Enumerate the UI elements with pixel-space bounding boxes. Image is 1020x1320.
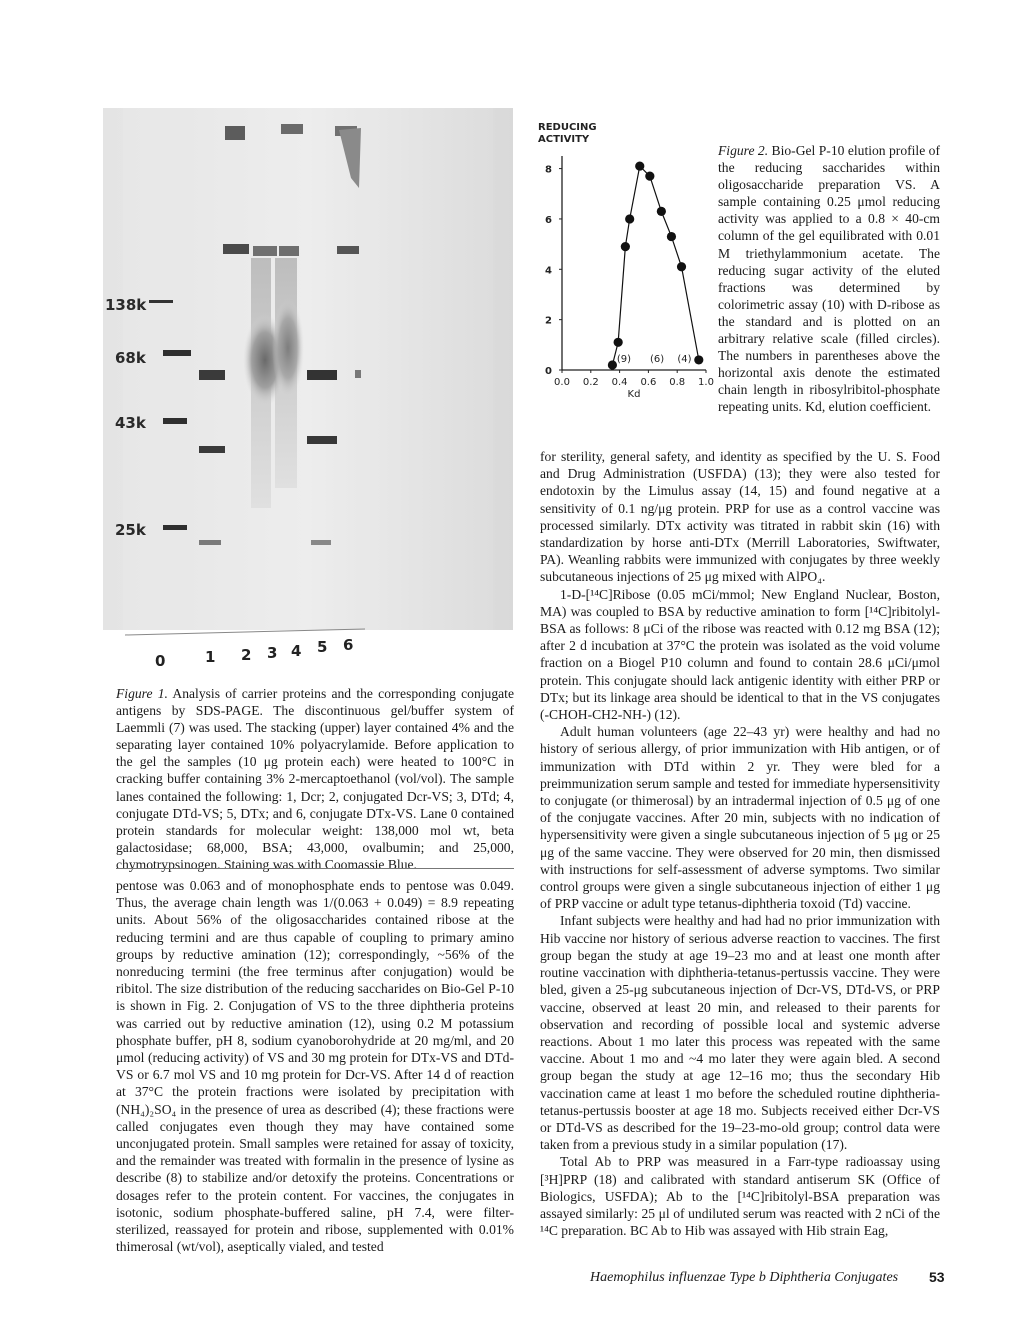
y-tick-label: 0 [545, 366, 552, 377]
lane-number: 2 [241, 646, 252, 664]
x-tick-label: 0.6 [640, 377, 657, 388]
chain-length-annotation: (4) [677, 354, 692, 365]
x-tick-label: 0.8 [669, 377, 686, 388]
body-paragraph: Total Ab to PRP was measured in a Farr-type radioassay using [³H]PRP (18) and calibrated with standard antiserum SK (Office of Biologics, USFDA); Ab to the [¹⁴C]ribitolyl-BSA preparation was assayed similarly: 25 μl of undiluted serum was reacted with 2 nCi of the ¹⁴C preparation. BC Ab to Hib was assayed with Hib strain Eag, [540, 1154, 940, 1239]
data-point [621, 242, 630, 251]
figure1-caption-text: Analysis of carrier proteins and the corresponding conjugate antigens by SDS-PAGE. The discontinuous gel/buffer system of Laemmli (7) was used. The stacking (upper) layer contained 4% and the separating layer contained 10% polyacrylamide. Before application to the gel the samples (10 μg protein each) were heated to 100°C in cracking buffer containing 3% 2-mercaptoethanol (vol/vol). The sample lanes contained the following: 1, Dcr; 2, conjugated Dcr-VS; 3, DTd; 4, conjugate DTd-VS; 5, DTx; and 6, conjugate DTx-VS. Lane 0 contained protein standards for molecular weight: 138,000 mol wt, beta galactosidase; 68,000, BSA; 43,000, ovalbumin; and 25,000, chymotrypsinogen. Staining was with Coomassie Blue. [116, 686, 514, 872]
x-tick-label: 0.0 [554, 377, 570, 388]
chart-ylabel: REDUCING [538, 122, 597, 133]
mw-label: 138k [105, 296, 147, 314]
chain-length-annotation: (6) [649, 354, 665, 365]
x-tick-label: 1.0 [698, 377, 714, 388]
y-tick-label: 4 [545, 265, 552, 277]
figure2-caption [718, 142, 940, 416]
figure1-caption [116, 685, 514, 873]
mw-label: 25k [115, 521, 146, 539]
lane-number: 3 [267, 644, 278, 662]
figure1-caption-label: Figure 1. [116, 686, 168, 701]
mw-label: 43k [115, 414, 146, 432]
lane-number: 6 [343, 636, 354, 654]
body-paragraph: for sterility, general safety, and identity as specified by the U. S. Food and Drug Administration (USFDA) (13); they were also tested for endotoxin by the Limulus assay (14, 15) and found negative at a sensitivity of 0.1 ng/μg protein. PRP for use as a control vaccine was processed similarly. DTx activity was titrated in rabbit skin (16) with standardization by horse anti-DTx (Merrill Laboratories, Swiftwater, PA). Weanling rabbits were immunized with conjugates by three weekly subcutaneous injections of 25 μg mixed with AlPO₄. [540, 449, 940, 585]
lane-number: 4 [291, 642, 302, 660]
x-tick-label: 0.2 [582, 377, 599, 388]
data-point [694, 355, 703, 364]
y-tick-label: 2 [545, 315, 552, 327]
body-paragraph: pentose was 0.063 and of monophosphate ends to pentose was 0.049. Thus, the average chain length was 1/(0.063 + 0.049) = 8.9 repeating units. About 56% of the oligosaccharides contained ribose at the reducing termini and are thus capable of coupling to primary amino groups by reductive amination (12); correspondingly, ~56% of the nonreducing termini (the free terminus after conjugation) would be ribitol. The size distribution of the reducing saccharides on Bio-Gel P-10 is shown in Fig. 2. Conjugation of VS to the three diphtheria proteins was carried out by reductive amination (12), using 0.2 M potassium phosphate buffer, pH 8, sodium cyanoborohydride at 20 mg/ml, and 20 μmol (reducing activity) of VS and 30 mg protein for DTx-VS and DTd-VS or 6.7 mol VS and 10 mg protein for Dcr-VS. After 14 d of reaction at 37°C the protein fractions were isolated by precipitation with (NH₄)₂SO₄ in the presence of urea as described (4); these fractions were called conjugates even though they may have contained some unconjugated protein. Small samples were retained for assay of toxicity, and the remainder was treated with formalin in the presence of lysine as describe (8) to stabilize and/or detoxify the proteins. Concentrations or dosages refer to the protein content. For vaccines, the conjugates in isotonic, sodium phosphate-buffered saline, pH 7.4, were filter-sterilized, reassayed for protein and ribose, supplemented with 0.01% thimerosal (wt/vol), aseptically vialed, and tested [116, 878, 514, 1255]
data-point [608, 360, 617, 369]
chart-ylabel-line2: ACTIVITY [538, 134, 590, 145]
data-point [677, 262, 686, 271]
gel-figure [103, 108, 513, 670]
body-paragraph: Infant subjects were healthy and had had no prior immunization with Hib vaccine nor history of serious adverse reaction to vaccines. The first group began the study at age 19–23 mo and at least one month after routine vaccination with diphtheria-tetanus-pertussis vaccine. They were bled, given a 25-μg subcutaneous injection of Dcr-VS, DTd-VS, or PRP vaccine, observed at least 20 min, and released to their parents for observation and recording of possible local and systemic adverse reactions. About 1 mo later this process was repeated with the same vaccine. About 1 mo and ~4 mo later they were again bled. A second group began the study at age 12–16 mo; thus the secondary Hib vaccination came at least 1 mo before the scheduled routine diphtheria-tetanus-pertussis booster at age 18 mo. Subjects received either Dcr-VS or DTd-VS as described for the 19–23-mo-old group; control data were taken from a previous study in a similar population (17). [540, 913, 940, 1153]
y-tick-label: 6 [545, 214, 552, 226]
caption-divider [116, 868, 514, 869]
x-tick-label: 0.4 [611, 377, 628, 388]
elution-profile-chart [520, 108, 716, 398]
figure2-caption-label: Figure 2. [718, 143, 769, 158]
figure2-caption-text: Bio-Gel P-10 elution profile of the reducing saccharides within oligosaccharide preparation VS. A sample containing 0.25 μmol reducing activity was applied to a 0.8 × 40-cm column of the gel equilibrated with 0.01 M triethylammonium acetate. The reducing sugar activity of the eluted fractions was determined by colorimetric assay (10) with D-ribose as the standard and is plotted on an arbitrary relative scale (filled circles). The numbers in parentheses above the horizontal axis denote the estimated chain length in ribosylribitol-phosphate repeating units. Kd, elution coefficient. [718, 143, 940, 415]
lane-number: 1 [205, 648, 216, 666]
chain-length-annotation: (9) [616, 354, 632, 365]
gel-photograph [103, 108, 513, 670]
left-column [116, 877, 514, 1255]
data-point [667, 232, 676, 241]
lane-number: 5 [317, 638, 328, 656]
page-number: 53 [929, 1269, 945, 1285]
data-point [657, 207, 666, 216]
data-point [645, 172, 654, 181]
x-axis-label: Kd [627, 389, 641, 398]
body-paragraph: 1-D-[¹⁴C]Ribose (0.05 mCi/mmol; New England Nuclear, Boston, MA) was coupled to BSA by reductive amination to form [¹⁴C]ribitolyl-BSA as follows: 8 μCi of the ribose was reacted with 0.12 mg BSA (12); after 2 d incubation at 37°C the protein was isolated as the void volume fraction on a Biogel P10 column and found to contain 28.6 μCi/μmol protein. This conjugate should lack antigenic identity with either PRP or DTx; but its linkage area should be identical to that in the VS conjugates (-CHOH-CH2-NH-) (12). [540, 586, 940, 723]
y-tick-label: 8 [545, 164, 552, 176]
mw-label: 68k [115, 349, 146, 367]
chart-svg [520, 108, 716, 398]
running-title: Haemophilus influenzae Type b Diphtheria Conjugates [590, 1270, 899, 1285]
data-point [614, 338, 623, 347]
data-point [625, 214, 634, 223]
right-column [540, 448, 940, 1239]
lane-number: 0 [155, 652, 166, 670]
body-paragraph: Adult human volunteers (age 22–43 yr) were healthy and had no history of serious allergy, of prior immunization with Hib antigen, or of immunization with DTd within 2 yr. They were bled for a preimmunization serum sample and tested for immediate hypersensitivity to conjugate (or thimerosal) by an intradermal injection of 0.5 μg of one of the conjugate vaccines. After 20 min, subjects with no indication of hypersensitivity were given a single subcutaneous injection of 5 μg or 25 μg of the same vaccine. They were observed for 20 min, then dismissed with instructions for self-assessment of adverse symptoms. Two similar control groups were given a single subcutaneous injection of either 1 μg of PRP vaccine or adult type tetanus-diphtheria toxoid (Td) vaccine. [540, 724, 940, 912]
data-point [635, 161, 644, 170]
